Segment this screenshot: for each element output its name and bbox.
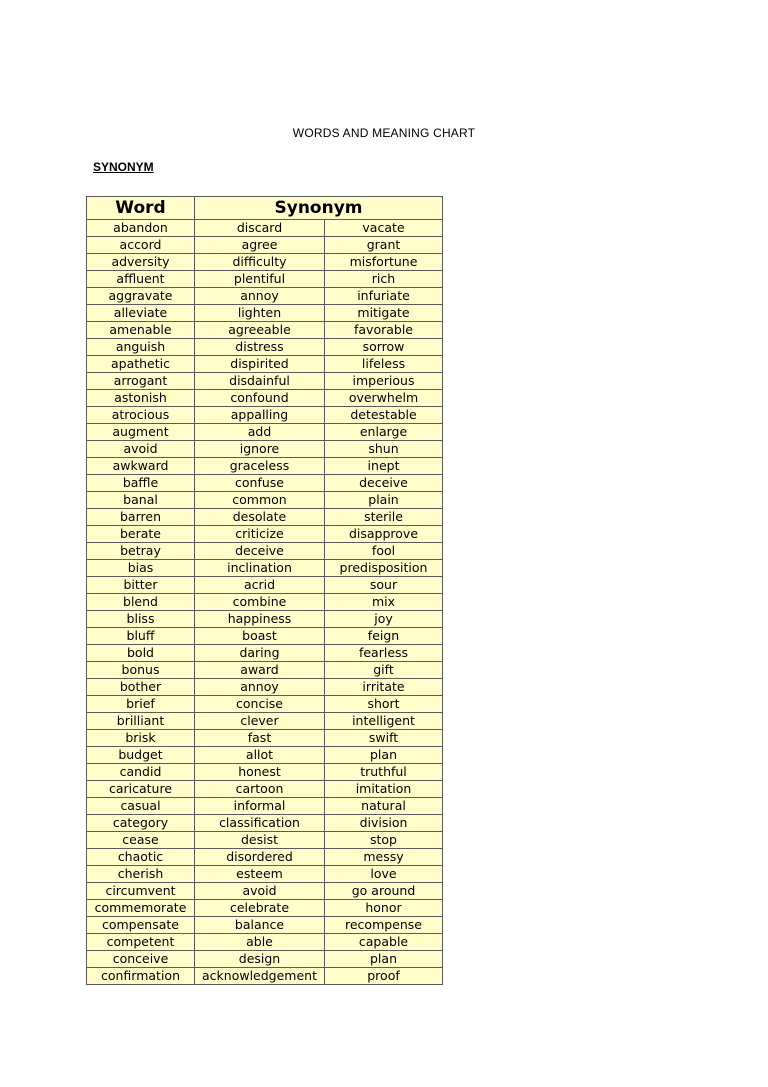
cell-synonym-1: concise bbox=[195, 696, 325, 713]
table-row bbox=[87, 594, 443, 611]
cell-synonym-1: plentiful bbox=[195, 271, 325, 288]
cell-word: berate bbox=[87, 526, 195, 543]
table-row bbox=[87, 900, 443, 917]
cell-synonym-2: messy bbox=[325, 849, 443, 866]
table-row bbox=[87, 713, 443, 730]
table-row bbox=[87, 356, 443, 373]
cell-synonym-1: confound bbox=[195, 390, 325, 407]
table-row bbox=[87, 696, 443, 713]
cell-synonym-1: informal bbox=[195, 798, 325, 815]
table-row bbox=[87, 373, 443, 390]
table-row bbox=[87, 407, 443, 424]
table-row bbox=[87, 390, 443, 407]
cell-synonym-2: infuriate bbox=[325, 288, 443, 305]
cell-word: augment bbox=[87, 424, 195, 441]
table-row bbox=[87, 271, 443, 288]
cell-synonym-2: imitation bbox=[325, 781, 443, 798]
cell-synonym-2: shun bbox=[325, 441, 443, 458]
cell-word: cherish bbox=[87, 866, 195, 883]
cell-synonym-2: irritate bbox=[325, 679, 443, 696]
cell-synonym-1: graceless bbox=[195, 458, 325, 475]
cell-synonym-2: sour bbox=[325, 577, 443, 594]
cell-synonym-2: go around bbox=[325, 883, 443, 900]
cell-synonym-1: ignore bbox=[195, 441, 325, 458]
cell-synonym-1: agreeable bbox=[195, 322, 325, 339]
cell-synonym-2: recompense bbox=[325, 917, 443, 934]
cell-word: blend bbox=[87, 594, 195, 611]
cell-synonym-1: honest bbox=[195, 764, 325, 781]
cell-word: betray bbox=[87, 543, 195, 560]
cell-synonym-1: disdainful bbox=[195, 373, 325, 390]
cell-synonym-2: short bbox=[325, 696, 443, 713]
table-row bbox=[87, 560, 443, 577]
cell-word: bias bbox=[87, 560, 195, 577]
cell-word: amenable bbox=[87, 322, 195, 339]
cell-word: brisk bbox=[87, 730, 195, 747]
cell-synonym-1: allot bbox=[195, 747, 325, 764]
table-row bbox=[87, 764, 443, 781]
cell-word: bluff bbox=[87, 628, 195, 645]
cell-word: category bbox=[87, 815, 195, 832]
synonym-table bbox=[86, 196, 443, 985]
cell-synonym-2: proof bbox=[325, 968, 443, 985]
cell-synonym-2: rich bbox=[325, 271, 443, 288]
cell-word: caricature bbox=[87, 781, 195, 798]
cell-word: commemorate bbox=[87, 900, 195, 917]
cell-synonym-1: distress bbox=[195, 339, 325, 356]
table-row bbox=[87, 628, 443, 645]
cell-synonym-2: detestable bbox=[325, 407, 443, 424]
cell-synonym-2: gift bbox=[325, 662, 443, 679]
cell-word: adversity bbox=[87, 254, 195, 271]
table-row bbox=[87, 509, 443, 526]
cell-synonym-2: stop bbox=[325, 832, 443, 849]
table-row bbox=[87, 424, 443, 441]
table-row bbox=[87, 815, 443, 832]
cell-synonym-2: plan bbox=[325, 951, 443, 968]
cell-synonym-2: deceive bbox=[325, 475, 443, 492]
cell-synonym-1: avoid bbox=[195, 883, 325, 900]
cell-synonym-2: predisposition bbox=[325, 560, 443, 577]
document-title: WORDS AND MEANING CHART bbox=[292, 126, 476, 140]
table-row bbox=[87, 849, 443, 866]
cell-synonym-2: disapprove bbox=[325, 526, 443, 543]
cell-synonym-1: boast bbox=[195, 628, 325, 645]
table-row bbox=[87, 543, 443, 560]
cell-synonym-1: able bbox=[195, 934, 325, 951]
cell-synonym-1: confuse bbox=[195, 475, 325, 492]
cell-word: bonus bbox=[87, 662, 195, 679]
cell-synonym-1: daring bbox=[195, 645, 325, 662]
cell-synonym-1: difficulty bbox=[195, 254, 325, 271]
cell-word: bold bbox=[87, 645, 195, 662]
cell-synonym-1: desist bbox=[195, 832, 325, 849]
cell-word: anguish bbox=[87, 339, 195, 356]
cell-word: casual bbox=[87, 798, 195, 815]
cell-synonym-1: combine bbox=[195, 594, 325, 611]
table-body bbox=[87, 220, 443, 985]
table-row bbox=[87, 288, 443, 305]
cell-synonym-1: agree bbox=[195, 237, 325, 254]
cell-word: budget bbox=[87, 747, 195, 764]
cell-synonym-1: design bbox=[195, 951, 325, 968]
cell-synonym-2: sorrow bbox=[325, 339, 443, 356]
cell-synonym-2: love bbox=[325, 866, 443, 883]
cell-word: brief bbox=[87, 696, 195, 713]
cell-synonym-2: fearless bbox=[325, 645, 443, 662]
cell-synonym-2: lifeless bbox=[325, 356, 443, 373]
table-row bbox=[87, 951, 443, 968]
cell-word: affluent bbox=[87, 271, 195, 288]
table-row bbox=[87, 645, 443, 662]
cell-synonym-2: sterile bbox=[325, 509, 443, 526]
cell-word: cease bbox=[87, 832, 195, 849]
table-row bbox=[87, 305, 443, 322]
cell-synonym-1: disordered bbox=[195, 849, 325, 866]
table-row bbox=[87, 339, 443, 356]
cell-synonym-2: mitigate bbox=[325, 305, 443, 322]
cell-synonym-1: desolate bbox=[195, 509, 325, 526]
table-header-row bbox=[87, 197, 443, 220]
cell-word: confirmation bbox=[87, 968, 195, 985]
cell-word: atrocious bbox=[87, 407, 195, 424]
cell-synonym-2: inept bbox=[325, 458, 443, 475]
table-row bbox=[87, 747, 443, 764]
cell-word: accord bbox=[87, 237, 195, 254]
cell-synonym-1: balance bbox=[195, 917, 325, 934]
cell-synonym-1: inclination bbox=[195, 560, 325, 577]
cell-synonym-1: esteem bbox=[195, 866, 325, 883]
table-row bbox=[87, 832, 443, 849]
cell-word: alleviate bbox=[87, 305, 195, 322]
cell-word: aggravate bbox=[87, 288, 195, 305]
table-row bbox=[87, 917, 443, 934]
cell-synonym-1: annoy bbox=[195, 288, 325, 305]
table-row bbox=[87, 662, 443, 679]
cell-word: bliss bbox=[87, 611, 195, 628]
table-row bbox=[87, 475, 443, 492]
cell-synonym-1: lighten bbox=[195, 305, 325, 322]
cell-synonym-2: capable bbox=[325, 934, 443, 951]
cell-synonym-2: honor bbox=[325, 900, 443, 917]
table-row bbox=[87, 458, 443, 475]
cell-word: conceive bbox=[87, 951, 195, 968]
cell-word: baffle bbox=[87, 475, 195, 492]
cell-synonym-1: common bbox=[195, 492, 325, 509]
table-row bbox=[87, 526, 443, 543]
cell-word: competent bbox=[87, 934, 195, 951]
header-word: Word bbox=[87, 197, 195, 220]
cell-synonym-2: mix bbox=[325, 594, 443, 611]
cell-synonym-1: add bbox=[195, 424, 325, 441]
cell-synonym-2: imperious bbox=[325, 373, 443, 390]
table-row bbox=[87, 968, 443, 985]
cell-synonym-1: criticize bbox=[195, 526, 325, 543]
cell-synonym-2: natural bbox=[325, 798, 443, 815]
cell-word: compensate bbox=[87, 917, 195, 934]
cell-synonym-2: misfortune bbox=[325, 254, 443, 271]
table-row bbox=[87, 883, 443, 900]
cell-synonym-2: joy bbox=[325, 611, 443, 628]
cell-synonym-2: feign bbox=[325, 628, 443, 645]
header-synonym: Synonym bbox=[195, 197, 443, 220]
cell-word: chaotic bbox=[87, 849, 195, 866]
section-label-synonym: SYNONYM bbox=[93, 160, 154, 174]
table-row bbox=[87, 254, 443, 271]
table-row bbox=[87, 577, 443, 594]
cell-word: brilliant bbox=[87, 713, 195, 730]
table-row bbox=[87, 679, 443, 696]
cell-word: arrogant bbox=[87, 373, 195, 390]
cell-word: candid bbox=[87, 764, 195, 781]
cell-word: barren bbox=[87, 509, 195, 526]
cell-synonym-2: grant bbox=[325, 237, 443, 254]
table-row bbox=[87, 220, 443, 237]
cell-word: bother bbox=[87, 679, 195, 696]
cell-synonym-1: acrid bbox=[195, 577, 325, 594]
cell-word: awkward bbox=[87, 458, 195, 475]
cell-synonym-2: plan bbox=[325, 747, 443, 764]
cell-synonym-1: celebrate bbox=[195, 900, 325, 917]
cell-synonym-2: vacate bbox=[325, 220, 443, 237]
cell-word: apathetic bbox=[87, 356, 195, 373]
cell-synonym-1: cartoon bbox=[195, 781, 325, 798]
cell-word: bitter bbox=[87, 577, 195, 594]
cell-synonym-1: classification bbox=[195, 815, 325, 832]
cell-word: avoid bbox=[87, 441, 195, 458]
table-row bbox=[87, 730, 443, 747]
cell-synonym-1: appalling bbox=[195, 407, 325, 424]
cell-synonym-1: fast bbox=[195, 730, 325, 747]
cell-synonym-2: fool bbox=[325, 543, 443, 560]
cell-synonym-1: award bbox=[195, 662, 325, 679]
table-row bbox=[87, 781, 443, 798]
cell-synonym-1: dispirited bbox=[195, 356, 325, 373]
cell-word: circumvent bbox=[87, 883, 195, 900]
cell-synonym-2: plain bbox=[325, 492, 443, 509]
cell-synonym-2: swift bbox=[325, 730, 443, 747]
cell-word: banal bbox=[87, 492, 195, 509]
table-row bbox=[87, 798, 443, 815]
table-row bbox=[87, 866, 443, 883]
cell-synonym-2: division bbox=[325, 815, 443, 832]
cell-synonym-1: deceive bbox=[195, 543, 325, 560]
cell-synonym-1: acknowledgement bbox=[195, 968, 325, 985]
table-row bbox=[87, 492, 443, 509]
cell-word: astonish bbox=[87, 390, 195, 407]
cell-word: abandon bbox=[87, 220, 195, 237]
table-row bbox=[87, 441, 443, 458]
table-row bbox=[87, 934, 443, 951]
cell-synonym-2: favorable bbox=[325, 322, 443, 339]
cell-synonym-2: intelligent bbox=[325, 713, 443, 730]
cell-synonym-2: truthful bbox=[325, 764, 443, 781]
cell-synonym-2: overwhelm bbox=[325, 390, 443, 407]
table-row bbox=[87, 611, 443, 628]
cell-synonym-2: enlarge bbox=[325, 424, 443, 441]
cell-synonym-1: happiness bbox=[195, 611, 325, 628]
cell-synonym-1: clever bbox=[195, 713, 325, 730]
cell-synonym-1: discard bbox=[195, 220, 325, 237]
table-row bbox=[87, 322, 443, 339]
cell-synonym-1: annoy bbox=[195, 679, 325, 696]
table-row bbox=[87, 237, 443, 254]
